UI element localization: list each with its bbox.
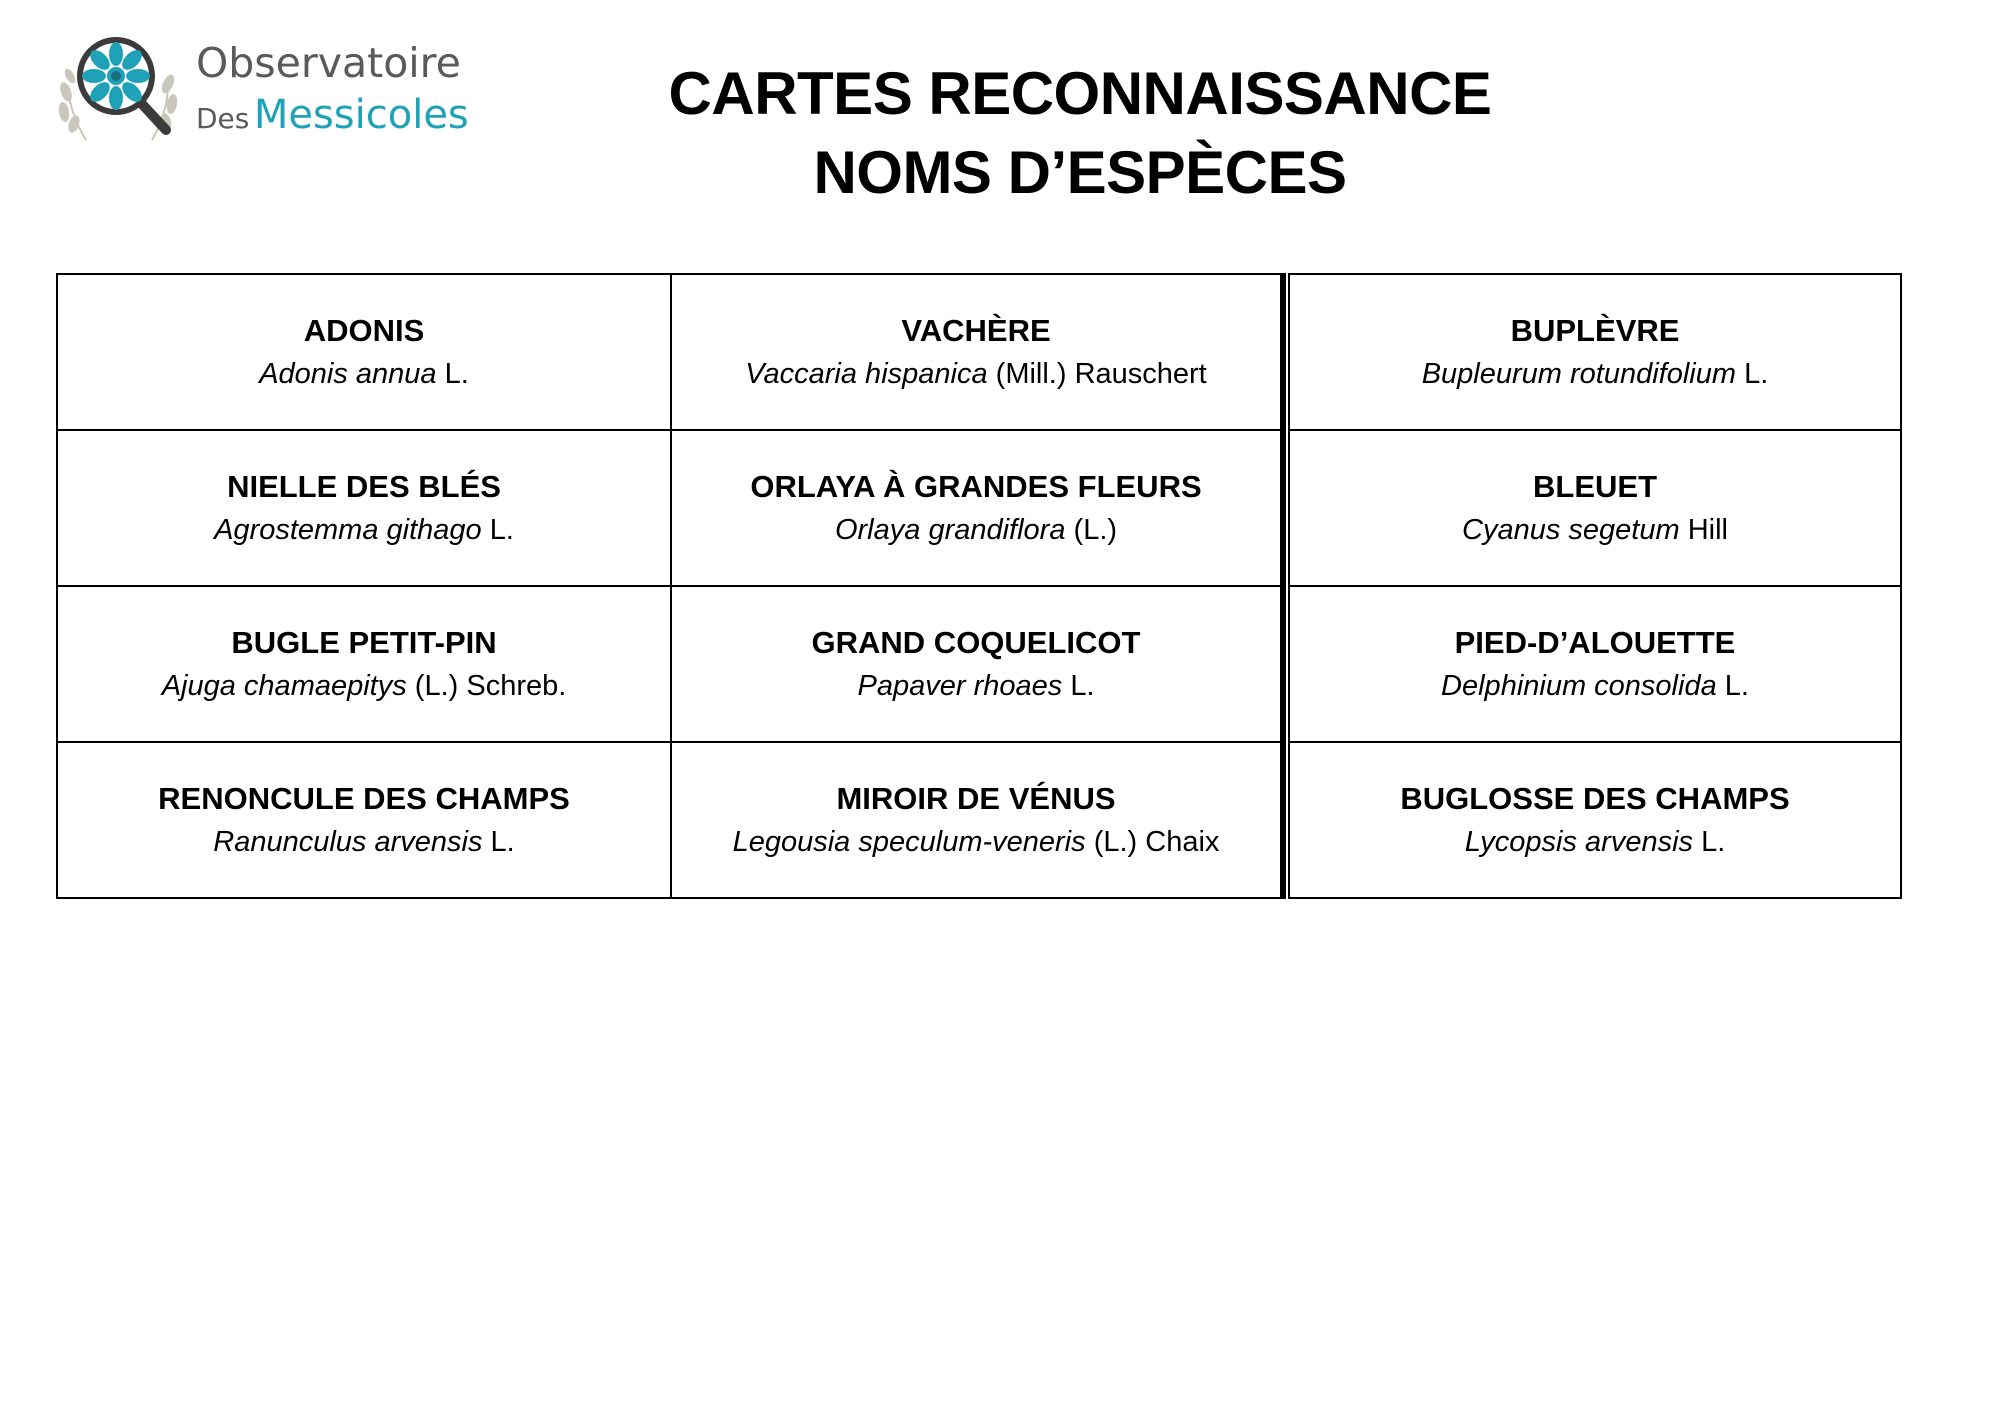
- card-common-name: NIELLE DES BLÉS: [227, 469, 501, 504]
- page-title-line-1: CARTES RECONNAISSANCE: [668, 60, 1492, 127]
- species-card: [1288, 429, 1902, 587]
- card-latin-binomial: Ranunculus arvensis: [213, 826, 483, 858]
- cornflower-magnifier-icon: [56, 32, 182, 144]
- species-card: [56, 429, 672, 587]
- card-scientific-name: [1465, 821, 1726, 863]
- card-latin-binomial: Delphinium consolida: [1441, 670, 1717, 702]
- card-author: L.: [1070, 670, 1095, 702]
- card-latin-binomial: Adonis annua: [259, 358, 437, 390]
- card-common-name: PIED-D’ALOUETTE: [1454, 625, 1736, 660]
- card-author: L.: [1744, 358, 1769, 390]
- card-latin-binomial: Papaver rhoaes: [857, 670, 1063, 702]
- card-author: L.: [490, 826, 515, 858]
- card-latin-binomial: Vaccaria hispanica: [745, 358, 988, 390]
- card-common-name: ADONIS: [303, 313, 425, 348]
- card-author: L.: [1701, 826, 1726, 858]
- card-common-name: BUGLE PETIT-PIN: [231, 625, 497, 660]
- card-scientific-name: [162, 665, 567, 707]
- logo-subtitle-accent: Messicoles: [253, 92, 469, 138]
- card-scientific-name: [835, 509, 1117, 551]
- card-author: Hill: [1687, 514, 1728, 546]
- card-latin-binomial: Lycopsis arvensis: [1464, 826, 1694, 858]
- card-scientific-name: [745, 353, 1207, 395]
- card-common-name: BUGLOSSE DES CHAMPS: [1400, 781, 1790, 816]
- species-card: [670, 585, 1286, 743]
- card-scientific-name: [858, 665, 1095, 707]
- card-scientific-name: [214, 509, 514, 551]
- card-scientific-name: [213, 821, 514, 863]
- species-card: [670, 273, 1286, 431]
- card-scientific-name: [1462, 509, 1728, 551]
- logo-title: Observatoire: [196, 39, 461, 87]
- logo-subtitle: [196, 90, 469, 149]
- card-scientific-name: [733, 821, 1220, 863]
- species-card: [670, 429, 1286, 587]
- card-common-name: RENONCULE DES CHAMPS: [158, 781, 570, 816]
- card-latin-binomial: Agrostemma githago: [214, 514, 482, 546]
- card-latin-binomial: Orlaya grandiflora: [834, 514, 1066, 546]
- species-card: [56, 585, 672, 743]
- card-common-name: ORLAYA À GRANDES FLEURS: [750, 469, 1202, 504]
- card-author: (Mill.) Rauschert: [995, 358, 1207, 390]
- card-scientific-name: [1422, 353, 1769, 395]
- card-latin-binomial: Legousia speculum-veneris: [732, 826, 1086, 858]
- card-common-name: BLEUET: [1533, 469, 1657, 504]
- card-latin-binomial: Ajuga chamaepitys: [161, 670, 407, 702]
- card-author: L.: [444, 358, 469, 390]
- card-latin-binomial: Cyanus segetum: [1462, 514, 1680, 546]
- species-card: [1288, 273, 1902, 431]
- species-card: [56, 741, 672, 899]
- card-scientific-name: [1441, 665, 1749, 707]
- species-card: [670, 741, 1286, 899]
- species-card: [1288, 741, 1902, 899]
- card-common-name: GRAND COQUELICOT: [811, 625, 1141, 660]
- species-card-grid: [57, 274, 1901, 898]
- card-author: (L.) Chaix: [1093, 826, 1220, 858]
- card-author: (L.): [1073, 514, 1118, 546]
- card-scientific-name: [259, 353, 469, 395]
- card-author: L.: [489, 514, 514, 546]
- card-latin-binomial: Bupleurum rotundifolium: [1421, 358, 1737, 390]
- card-common-name: BUPLÈVRE: [1510, 313, 1680, 348]
- card-common-name: VACHÈRE: [901, 313, 1051, 348]
- logo: [56, 32, 496, 144]
- logo-subtitle-prefix: Des: [196, 102, 250, 135]
- page-title-line-2: NOMS D’ESPÈCES: [813, 139, 1347, 206]
- card-author: L.: [1724, 670, 1749, 702]
- species-card: [1288, 585, 1902, 743]
- card-common-name: MIROIR DE VÉNUS: [836, 781, 1116, 816]
- card-author: (L.) Schreb.: [414, 670, 567, 702]
- species-card: [56, 273, 672, 431]
